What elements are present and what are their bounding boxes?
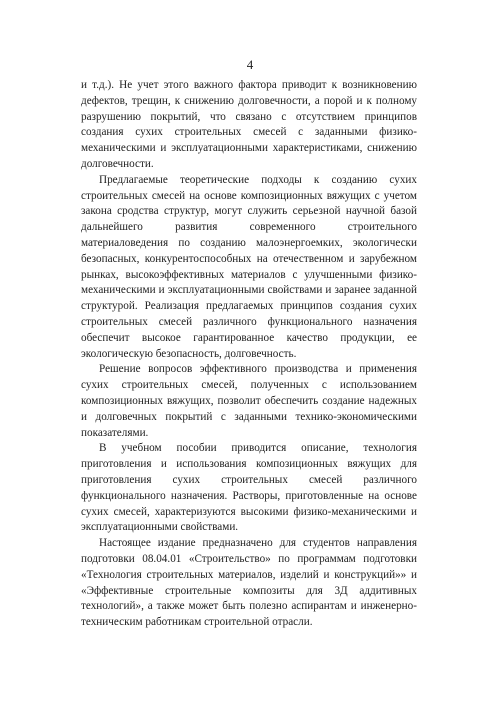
paragraph-4: В учебном пособии приводится описание, технология приготовления и использования композиционных вяжущих для приготовления сухих строительных смесей различного функционального назначения. Растворы, приготовленные на основе сухих смесей, характеризуются высокими физико-механическими и эксплуатационными свойствами. [81,442,417,534]
page-body [81,78,417,631]
paragraph-1: и т.д.). Не учет этого важного фактора приводит к возникновению дефектов, трещин, к снижению долговечности, а порой и к полному разрушению покрытий, что связано с отсутствием принципов создания сухих строительных смесей с заданными физико-механическими и эксплуатационными характеристиками, снижению долговечности. [81,79,417,170]
paragraph-2: Предлагаемые теоретические подходы к созданию сухих строительных смесей на основе композиционных вяжущих с учетом закона сродства структур, могут служить серьезной научной базой дальнейшего развития современного строительного материаловедения по созданию малоэнергоемких, экологически безопасных, конкурентоспособных на отечественном и зарубежном рынках, высокоэффективных материалов с улучшенными физико-механическими и эксплуатационными свойствами и заранее заданной структурой. Реализация предлагаемых принципов создания сухих строительных смесей различного функционального назначения обеспечит высокое гарантированное качество продукции, ее экологическую безопасность, долговечность. [81,173,417,360]
page-number: 4 [246,57,254,72]
paragraph-5: Настоящее издание предназначено для студентов направления подготовки 08.04.01 «Строительство» по программам подготовки «Технология строительных материалов, изделий и конструкций»» и «Эффективные строительные композиты для 3Д аддитивных технологий», а также может быть полезно аспирантам и инженерно-техническим работникам строительной отрасли. [81,537,417,629]
paragraph-3: Решение вопросов эффективного производства и применения сухих строительных смесей, полученных с использованием композиционных вяжущих, позволит обеспечить создание надежных и долговечных покрытий с заданными технико-экономическими показателями. [81,363,417,439]
